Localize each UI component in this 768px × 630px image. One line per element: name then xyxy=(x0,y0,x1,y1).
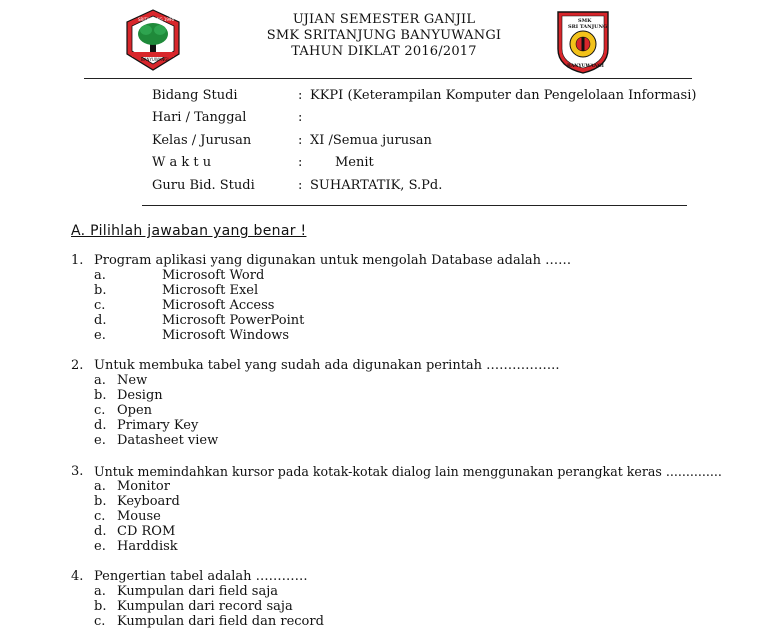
option-letter: c. xyxy=(94,509,106,524)
info-divider xyxy=(142,205,687,206)
option-text: Monitor xyxy=(117,479,170,494)
info-value: Menit xyxy=(335,155,374,170)
option-letter: c. xyxy=(94,403,106,418)
school-logo-right xyxy=(555,9,611,75)
option-text: Microsoft PowerPoint xyxy=(162,313,305,328)
question-number: 2. xyxy=(71,358,84,373)
option-letter: a. xyxy=(94,584,106,599)
option-text: New xyxy=(117,373,148,388)
logo-left-text-bottom: BANYUWANGI xyxy=(141,57,169,62)
option-1a xyxy=(0,268,768,283)
section-title: A. Pilihlah jawaban yang benar ! xyxy=(71,223,307,239)
option-letter: e. xyxy=(94,328,106,343)
option-3b xyxy=(0,494,768,509)
info-value: SUHARTATIK, S.Pd. xyxy=(310,178,443,193)
logo-right-text-bottom: BANYUWANGI xyxy=(567,64,604,69)
option-text: Microsoft Windows xyxy=(162,328,290,343)
option-1e xyxy=(0,328,768,343)
option-4b xyxy=(0,599,768,614)
option-2b xyxy=(0,388,768,403)
option-1c xyxy=(0,298,768,313)
option-2d xyxy=(0,418,768,433)
question-text: Pengertian tabel adalah ………… xyxy=(94,569,308,584)
logo-right-text-mid: SRI TANJUNG xyxy=(568,24,608,30)
header-divider xyxy=(84,78,692,79)
info-colon: : xyxy=(298,133,303,148)
option-4a xyxy=(0,584,768,599)
info-label: Kelas / Jurusan xyxy=(152,133,252,148)
exam-title: UJIAN SEMESTER GANJIL xyxy=(292,12,476,27)
logo-right-text-top: SMK xyxy=(578,18,592,24)
option-letter: d. xyxy=(94,524,107,539)
info-label: W a k t u xyxy=(152,155,212,170)
option-letter: d. xyxy=(94,313,107,328)
option-text: Mouse xyxy=(117,509,161,524)
option-text: Open xyxy=(117,403,153,418)
option-1b xyxy=(0,283,768,298)
option-letter: c. xyxy=(94,298,106,313)
option-1d xyxy=(0,313,768,328)
question-2 xyxy=(0,358,768,373)
question-number: 4. xyxy=(71,569,84,584)
logo-left-text-top: SRITANJUNG 1996 xyxy=(138,17,175,22)
academic-year: TAHUN DIKLAT 2016/2017 xyxy=(291,44,477,59)
question-number: 3. xyxy=(71,464,84,479)
option-text: Keyboard xyxy=(117,494,180,509)
option-4c xyxy=(0,614,768,629)
question-4 xyxy=(0,569,768,584)
info-label: Hari / Tanggal xyxy=(152,110,247,125)
info-colon: : xyxy=(298,110,303,125)
info-colon: : xyxy=(298,88,303,103)
info-value: KKPI (Keterampilan Komputer dan Pengelolaan Informasi) xyxy=(310,88,697,103)
option-letter: e. xyxy=(94,433,106,448)
option-text: Microsoft Exel xyxy=(162,283,259,298)
option-text: Kumpulan dari field dan record xyxy=(117,614,324,629)
option-letter: a. xyxy=(94,268,106,283)
option-letter: a. xyxy=(94,373,106,388)
option-text: Design xyxy=(117,388,163,403)
info-label: Bidang Studi xyxy=(152,88,238,103)
option-text: Kumpulan dari record saja xyxy=(117,599,293,614)
school-name: SMK SRITANJUNG BANYUWANGI xyxy=(266,28,502,43)
info-label: Guru Bid. Studi xyxy=(152,178,255,193)
question-1 xyxy=(0,253,768,268)
info-value: XI /Semua jurusan xyxy=(310,133,432,148)
option-letter: a. xyxy=(94,479,106,494)
option-letter: b. xyxy=(94,494,107,509)
info-colon: : xyxy=(298,155,303,170)
option-letter: b. xyxy=(94,388,107,403)
option-3c xyxy=(0,509,768,524)
question-number: 1. xyxy=(71,253,84,268)
option-text: Microsoft Access xyxy=(162,298,275,313)
option-3d xyxy=(0,524,768,539)
question-text: Untuk memindahkan kursor pada kotak-kotak dialog lain menggunakan perangkat keras .............. xyxy=(94,464,722,479)
option-text: Microsoft Word xyxy=(162,268,265,283)
option-text: Harddisk xyxy=(117,539,178,554)
question-3 xyxy=(0,464,768,479)
option-letter: c. xyxy=(94,614,106,629)
option-letter: d. xyxy=(94,418,107,433)
question-text: Program aplikasi yang digunakan untuk mengolah Database adalah …… xyxy=(94,253,572,268)
option-2a xyxy=(0,373,768,388)
option-2c xyxy=(0,403,768,418)
option-text: Primary Key xyxy=(117,418,199,433)
option-3a xyxy=(0,479,768,494)
option-letter: e. xyxy=(94,539,106,554)
option-text: Kumpulan dari field saja xyxy=(117,584,278,599)
option-text: Datasheet view xyxy=(117,433,219,448)
option-3e xyxy=(0,539,768,554)
info-colon: : xyxy=(298,178,303,193)
option-letter: b. xyxy=(94,283,107,298)
option-2e xyxy=(0,433,768,448)
question-text: Untuk membuka tabel yang sudah ada digunakan perintah …………….. xyxy=(94,358,560,373)
option-text: CD ROM xyxy=(117,524,176,539)
option-letter: b. xyxy=(94,599,107,614)
